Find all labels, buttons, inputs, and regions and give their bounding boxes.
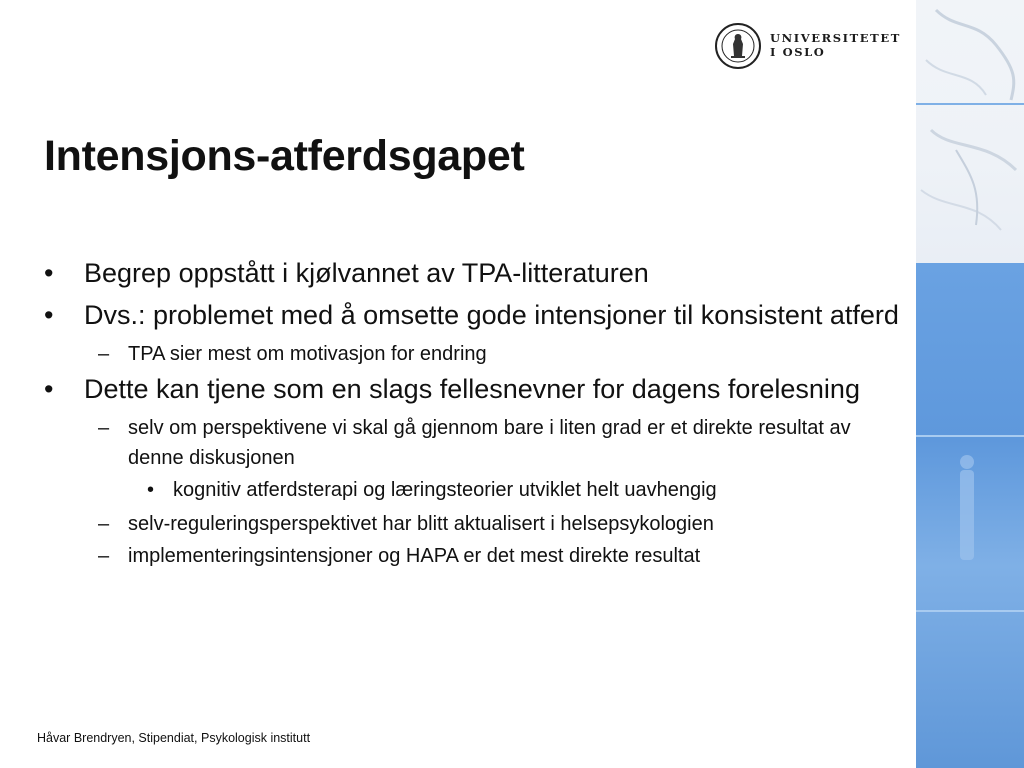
sub-bullet-marker: – <box>98 417 110 439</box>
sub-bullet-text: TPA sier mest om motivasjon for endring <box>128 343 487 365</box>
bullet-text: Begrep oppstått i kjølvannet av TPA-litteraturen <box>84 258 649 288</box>
decorative-side-band <box>916 0 1024 768</box>
university-name-line1: UNIVERSITETET <box>770 31 901 45</box>
sub-bullet-item <box>44 413 904 473</box>
bullet-text: Dvs.: problemet med å omsette gode intensjoner til konsistent atferd <box>84 300 899 330</box>
sub-sub-bullet-item <box>44 475 904 505</box>
bullet-marker: • <box>44 374 54 404</box>
slide-title: Intensjons-atferdsgapet <box>44 132 525 180</box>
bullet-item <box>44 371 904 407</box>
bullet-text: Dette kan tjene som en slags fellesnevner for dagens forelesning <box>84 374 860 404</box>
sub-bullet-text: selv om perspektivene vi skal gå gjennom bare i liten grad er et direkte resultat av denne diskusjonen <box>128 417 851 469</box>
university-logo <box>714 22 904 70</box>
bullet-marker: • <box>44 300 54 330</box>
footer-author: Håvar Brendryen, Stipendiat, Psykologisk institutt <box>37 731 311 745</box>
sub-bullet-marker: – <box>98 513 110 535</box>
sub-bullet-marker: – <box>98 545 110 567</box>
university-name <box>770 31 901 59</box>
university-seal-icon <box>714 22 762 70</box>
sub-sub-bullet-text: kognitiv atferdsterapi og læringsteorier utviklet helt uavhengig <box>173 479 717 501</box>
sub-bullet-item <box>44 509 904 539</box>
bullet-item <box>44 255 904 291</box>
band-sketch-illustration <box>916 0 1024 768</box>
bullet-item <box>44 297 904 333</box>
sub-bullet-item <box>44 339 904 369</box>
bullet-marker: • <box>44 258 54 288</box>
university-name-line2: I OSLO <box>770 45 826 59</box>
sub-bullet-marker: – <box>98 343 110 365</box>
sub-sub-bullet-marker: • <box>147 479 155 501</box>
sub-bullet-text: selv-reguleringsperspektivet har blitt aktualisert i helsepsykologien <box>128 513 714 535</box>
bullet-list <box>44 255 904 573</box>
sub-bullet-item <box>44 541 904 571</box>
sub-bullet-text: implementeringsintensjoner og HAPA er det mest direkte resultat <box>128 545 701 567</box>
